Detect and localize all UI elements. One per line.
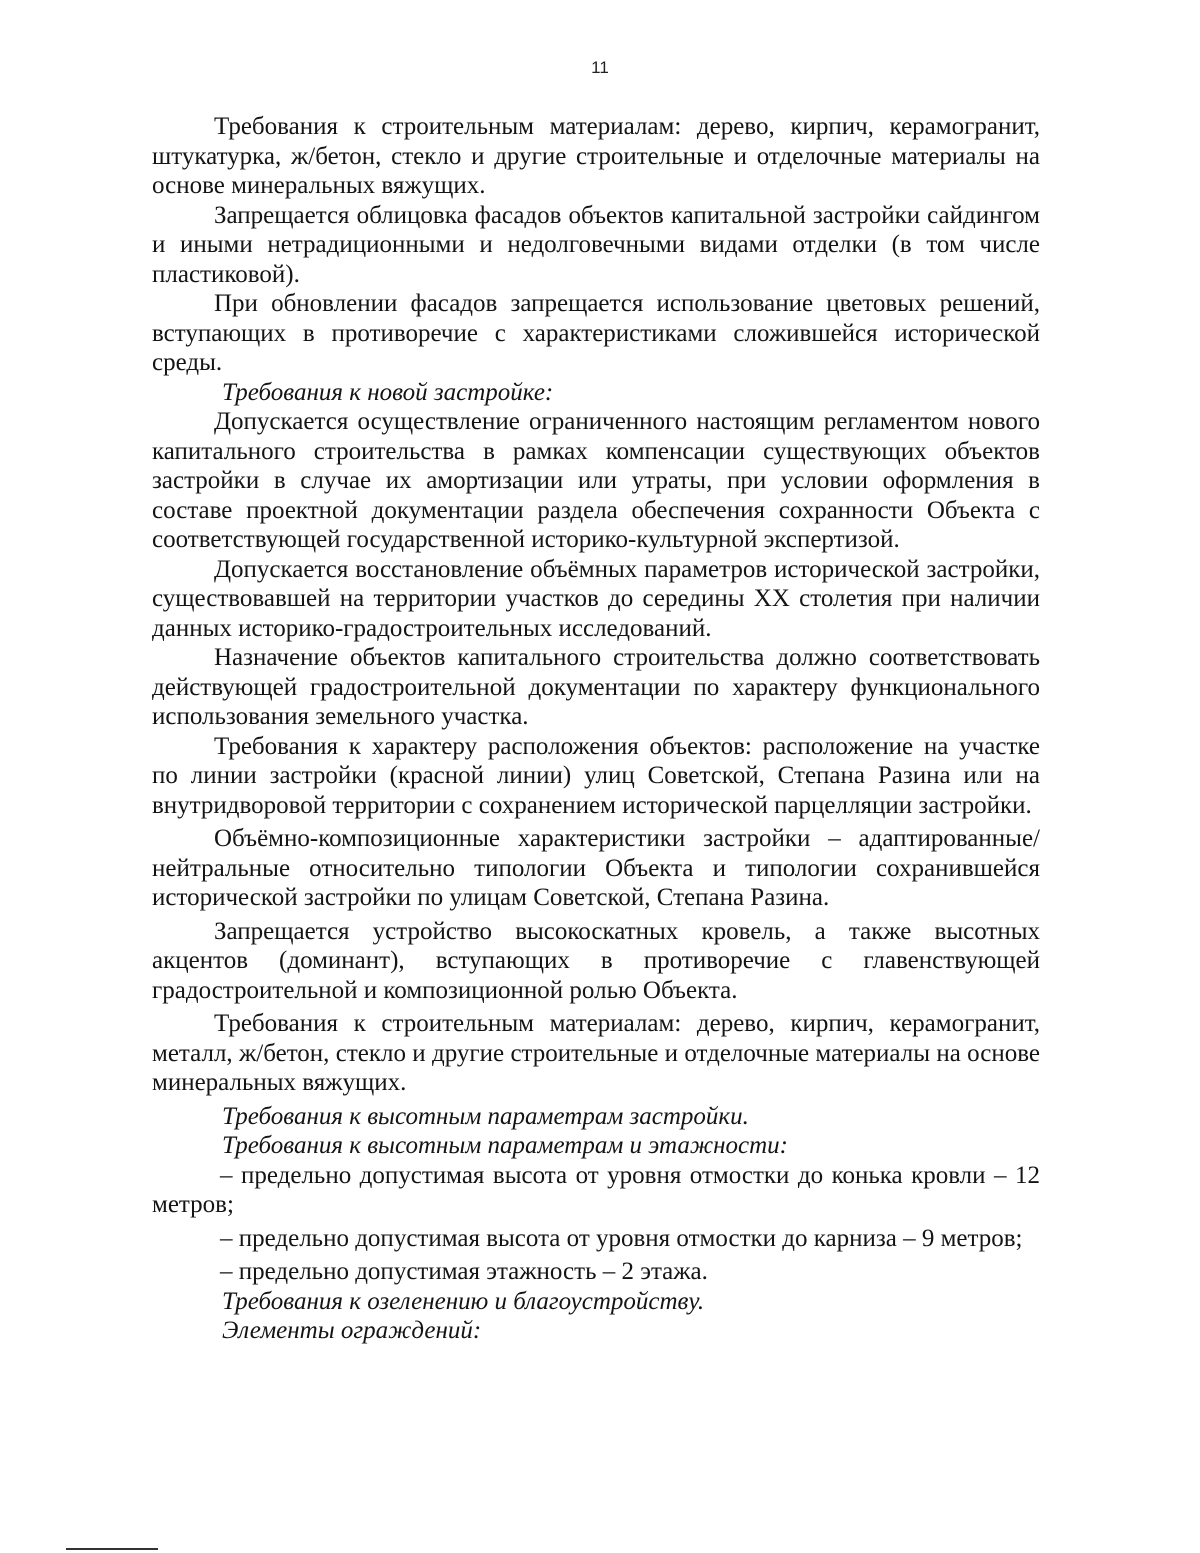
paragraph-roof-ban: Запрещается устройство высокоскатных кровель, а также высотных акцентов (доминант), вступающих в противоречие с главенствующей градостроительной и композиционной ролью Объекта. <box>152 917 1040 1004</box>
paragraph-volume-composition: Объёмно-композиционные характеристики застройки – адаптированные/ нейтральные относительно типологии Объекта и типологии сохранившейся исторической застройки по улицам Советской, Степана Разина. <box>152 825 1040 911</box>
list-item-floors: – предельно допустимая этажность – 2 этажа. <box>220 1258 708 1285</box>
heading-height-and-floors: Требования к высотным параметрам и этажности: <box>222 1132 788 1159</box>
list-item-ridge-height: – предельно допустимая высота от уровня отмостки до конька кровли – 12 метров; <box>152 1161 1040 1218</box>
list-item-cornice-height: – предельно допустимая высота от уровня отмостки до карниза – 9 метров; <box>220 1224 1023 1252</box>
paragraph-placement: Требования к характеру расположения объектов: расположение на участке по линии застройки (красной линии) улиц Советской, Степана Разина или на внутридворовой территории с сохранением исторической парцелляции застройки. <box>152 732 1040 819</box>
paragraph-purpose: Назначение объектов капитального строительства должно соответствовать действующей градостроительной документации по характеру функционального использования земельного участка. <box>152 644 1040 730</box>
heading-landscaping: Требования к озеленению и благоустройству. <box>222 1287 705 1315</box>
footnote-divider <box>66 1548 158 1550</box>
paragraph-color-solutions-ban: При обновлении фасадов запрещается использование цветовых решений, вступающих в противоречие с характеристиками сложившейся исторической среды. <box>152 290 1040 376</box>
paragraph-facade-cladding-ban: Запрещается облицовка фасадов объектов капитальной застройки сайдингом и иными нетрадиционными и недолговечными видами отделки (в том числе пластиковой). <box>152 201 1040 288</box>
paragraph-volume-restoration: Допускается восстановление объёмных параметров исторической застройки, существовавшей на территории участков до середины XX столетия при наличии данных историко-градостроительных исследований. <box>152 555 1040 642</box>
heading-new-construction: Требования к новой застройке: <box>222 378 554 406</box>
paragraph-materials-new: Требования к строительным материалам: дерево, кирпич, керамогранит, металл, ж/бетон, стекло и другие строительные и отделочные материалы на основе минеральных вяжущих. <box>152 1010 1040 1096</box>
page-number: 11 <box>591 58 609 77</box>
heading-fencing-elements: Элементы ограждений: <box>222 1317 482 1344</box>
paragraph-new-construction-allowed: Допускается осуществление ограниченного настоящим регламентом нового капитального строительства в рамках компенсации существующих объектов застройки в случае их амортизации или утраты, при условии оформления в составе проектной документации раздела обеспечения сохранности Объекта с соответствующей государственной историко-культурной экспертизой. <box>152 408 1040 553</box>
document-body <box>152 112 1040 1346</box>
heading-height-parameters: Требования к высотным параметрам застройки. <box>222 1102 749 1130</box>
paragraph-materials-existing: Требования к строительным материалам: дерево, кирпич, керамогранит, штукатурка, ж/бетон, стекло и другие строительные и отделочные материалы на основе минеральных вяжущих. <box>152 113 1040 199</box>
